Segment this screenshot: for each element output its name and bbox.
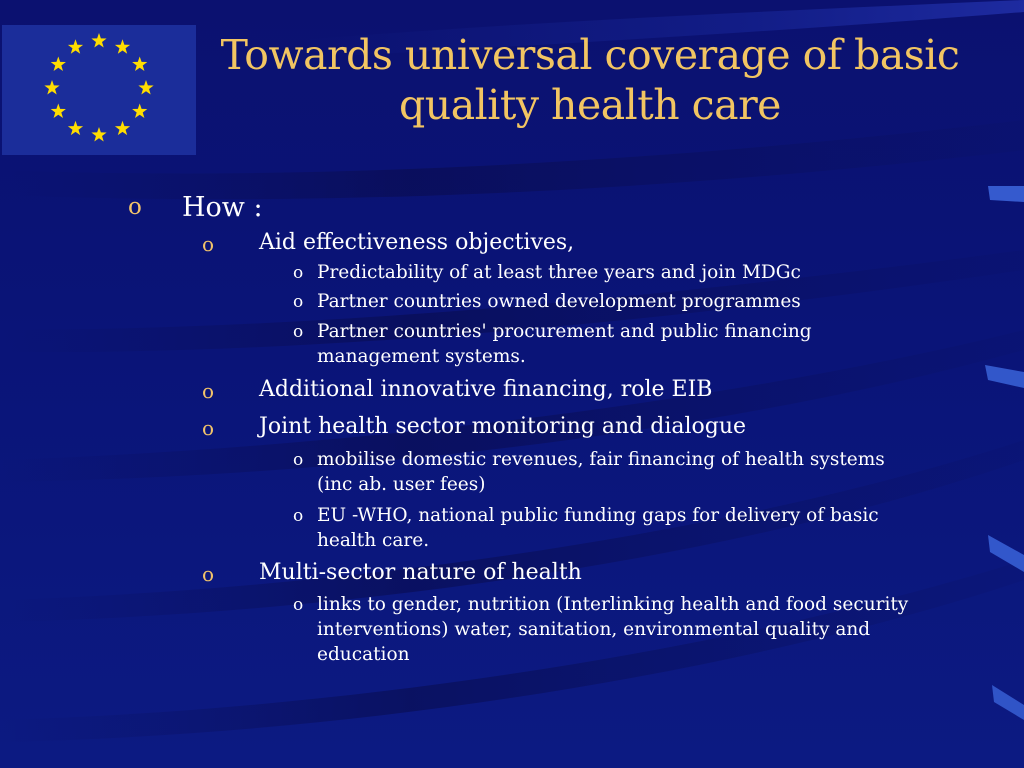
eu-flag-icon: [2, 25, 196, 155]
bullet-marker: o: [202, 562, 215, 586]
title-line-1: Towards universal coverage of basic: [220, 31, 960, 79]
bullet-marker: o: [293, 292, 304, 312]
bullet-text-level-2: Additional innovative financing, role EIB: [259, 377, 713, 402]
flag-star-icon: [51, 104, 66, 118]
bullet-text-level-1: How :: [182, 192, 263, 223]
bullet-marker: o: [293, 263, 304, 283]
bullet-text-level-3: education: [317, 644, 410, 665]
bullet-text-level-3: (inc ab. user fees): [317, 474, 486, 495]
bullet-text-level-3: Partner countries owned development programmes: [317, 291, 801, 312]
bullet-marker: o: [293, 506, 304, 526]
flag-star-icon: [91, 127, 106, 141]
flag-star-icon: [115, 121, 130, 135]
bullet-text-level-3: EU -WHO, national public funding gaps for delivery of basic: [317, 505, 879, 526]
bullet-marker: o: [293, 450, 304, 470]
bullet-text-level-3: management systems.: [317, 346, 526, 367]
flag-star-icon: [138, 80, 153, 94]
flag-star-icon: [68, 39, 83, 53]
bullet-text-level-3: interventions) water, sanitation, environmental quality and: [317, 619, 871, 640]
bullet-text-level-2: Joint health sector monitoring and dialogue: [259, 414, 747, 439]
flag-star-icon: [115, 39, 130, 53]
title-line-2: quality health care: [399, 81, 781, 129]
flag-star-icon: [44, 80, 59, 94]
flag-star-icon: [132, 57, 147, 71]
flag-star-icon: [68, 121, 83, 135]
bullet-text-level-2: Multi-sector nature of health: [259, 560, 582, 585]
bullet-text-level-3: Predictability of at least three years and join MDGc: [317, 262, 801, 283]
bullet-marker: o: [293, 322, 304, 342]
bullet-marker: o: [202, 379, 215, 403]
bullet-marker: o: [202, 232, 215, 256]
bullet-marker: o: [128, 194, 142, 220]
bullet-marker: o: [202, 416, 215, 440]
bullet-text-level-3: health care.: [317, 530, 430, 551]
bullet-text-level-3: links to gender, nutrition (Interlinking health and food security: [317, 594, 909, 615]
flag-star-icon: [51, 57, 66, 71]
bullet-text-level-3: mobilise domestic revenues, fair financing of health systems: [317, 449, 885, 470]
slide-title: [200, 30, 980, 130]
bullet-marker: o: [293, 595, 304, 615]
flag-star-icon: [91, 33, 106, 47]
bullet-text-level-3: Partner countries' procurement and public financing: [317, 321, 812, 342]
bullet-text-level-2: Aid effectiveness objectives,: [259, 230, 575, 255]
flag-star-icon: [132, 104, 147, 118]
